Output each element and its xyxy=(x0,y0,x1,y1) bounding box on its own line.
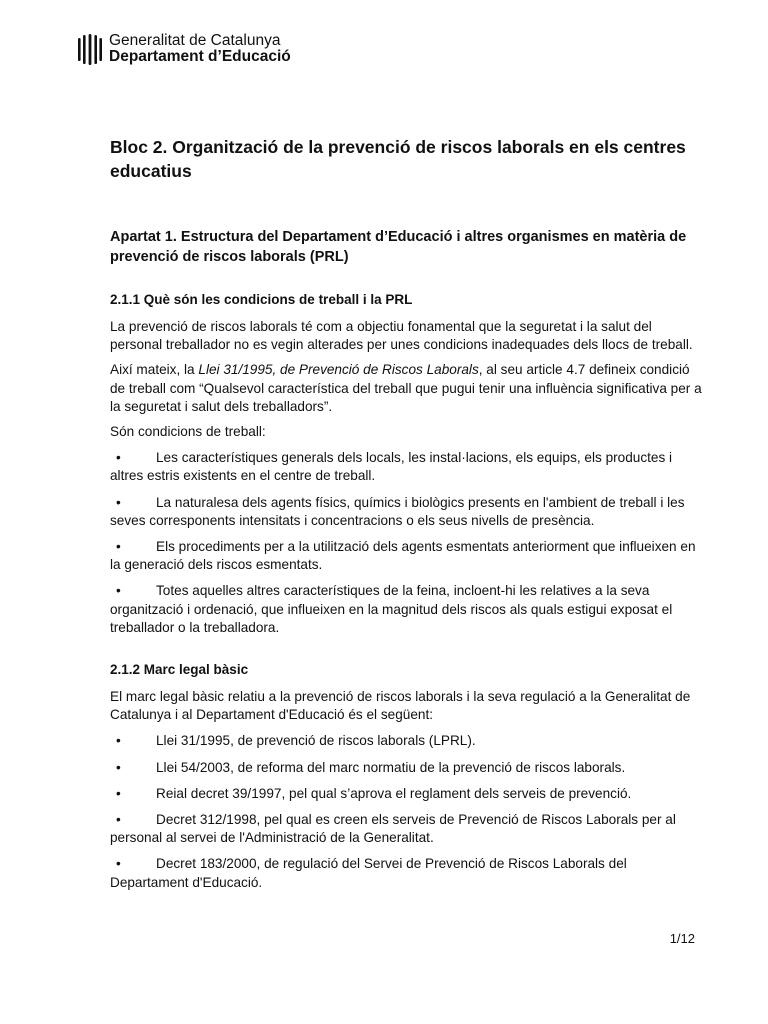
list-item xyxy=(110,582,702,637)
bullet-icon: • xyxy=(116,785,121,801)
list-item xyxy=(110,732,702,750)
document-header xyxy=(78,33,291,65)
document-body xyxy=(110,135,702,892)
list-item-text: Llei 54/2003, de reforma del marc normatiu de la prevenció de riscos laborals. xyxy=(156,759,626,775)
paragraph: Són condicions de treball: xyxy=(110,424,266,440)
bullet-icon: • xyxy=(116,583,121,599)
paragraph-text: Així mateix, la xyxy=(110,362,199,378)
organization-name xyxy=(109,33,291,65)
list-item xyxy=(110,811,702,847)
list-item xyxy=(110,785,702,803)
bullet-icon: • xyxy=(116,450,121,466)
paragraph-text: , al seu article 4.7 defineix condició de treball com “Qualsevol característica del treball que pugui tenir una influència significativa per a la seguretat i salut dels treballadors”. xyxy=(110,362,702,414)
section-title: Apartat 1. Estructura del Departament d’Educació i altres organismes en matèria de prevenció de riscos laborals (PRL) xyxy=(110,229,687,265)
list-item-text: Les característiques generals dels locals, les instal·lacions, els equips, els productes i altres estris existents en el centre de treball. xyxy=(110,450,673,484)
list-item-text: Totes aquelles altres característiques de la feina, incloent-hi les relatives a la seva organització i ordenació, que influeixen en la magnitud dels riscos als quals estigui exposat el treballador o la treballadora. xyxy=(110,583,673,635)
document-title: Bloc 2. Organització de la prevenció de riscos laborals en els centres educatius xyxy=(110,137,686,181)
paragraph-with-citation xyxy=(110,361,702,416)
list-item-text: Decret 183/2000, de regulació del Servei de Prevenció de Riscos Laborals del Departament d'Educació. xyxy=(110,856,627,890)
subsection-title-2-1-1: 2.1.1 Què són les condicions de treball i la PRL xyxy=(110,292,413,307)
paragraph: El marc legal bàsic relatiu a la prevenció de riscos laborals i la seva regulació a la Generalitat de Catalunya i al Departament d'Educació és el següent: xyxy=(110,689,691,723)
bullet-icon: • xyxy=(116,539,121,555)
organization-line-2: Departament d’Educació xyxy=(109,48,291,65)
list-item-text: Els procediments per a la utilització dels agents esmentats anteriorment que influeixen en la generació dels riscos esmentats. xyxy=(110,539,696,573)
list-item xyxy=(110,855,702,891)
law-citation: Llei 31/1995, de Prevenció de Riscos Laborals xyxy=(198,362,479,378)
senyera-bars-icon xyxy=(78,34,102,65)
bullet-icon: • xyxy=(116,759,121,775)
list-item xyxy=(110,449,702,485)
bullet-icon: • xyxy=(116,494,121,510)
list-item xyxy=(110,538,702,574)
bullet-icon: • xyxy=(116,733,121,749)
paragraph: La prevenció de riscos laborals té com a objectiu fonamental que la seguretat i la salut del personal treballador no es vegin alterades per unes condicions inadequades dels llocs de treball. xyxy=(110,319,693,353)
list-item-text: Llei 31/1995, de prevenció de riscos laborals (LPRL). xyxy=(156,733,476,749)
bullet-icon: • xyxy=(116,856,121,872)
organization-line-1: Generalitat de Catalunya xyxy=(109,32,281,49)
bullet-icon: • xyxy=(116,812,121,828)
list-item-text: Decret 312/1998, pel qual es creen els serveis de Prevenció de Riscos Laborals per al personal al servei de l'Administració de la Generalitat. xyxy=(110,812,676,846)
list-item-text: Reial decret 39/1997, pel qual s’aprova el reglament dels serveis de prevenció. xyxy=(156,785,632,801)
list-item-text: La naturalesa dels agents físics, químics i biològics presents en l'ambient de treball i les seves corresponents intensitats i concentracions o els seus nivells de presència. xyxy=(110,494,685,528)
subsection-title-2-1-2: 2.1.2 Marc legal bàsic xyxy=(110,662,249,678)
list-item xyxy=(110,759,702,777)
page-number: 1/12 xyxy=(669,931,695,946)
list-item xyxy=(110,494,702,530)
